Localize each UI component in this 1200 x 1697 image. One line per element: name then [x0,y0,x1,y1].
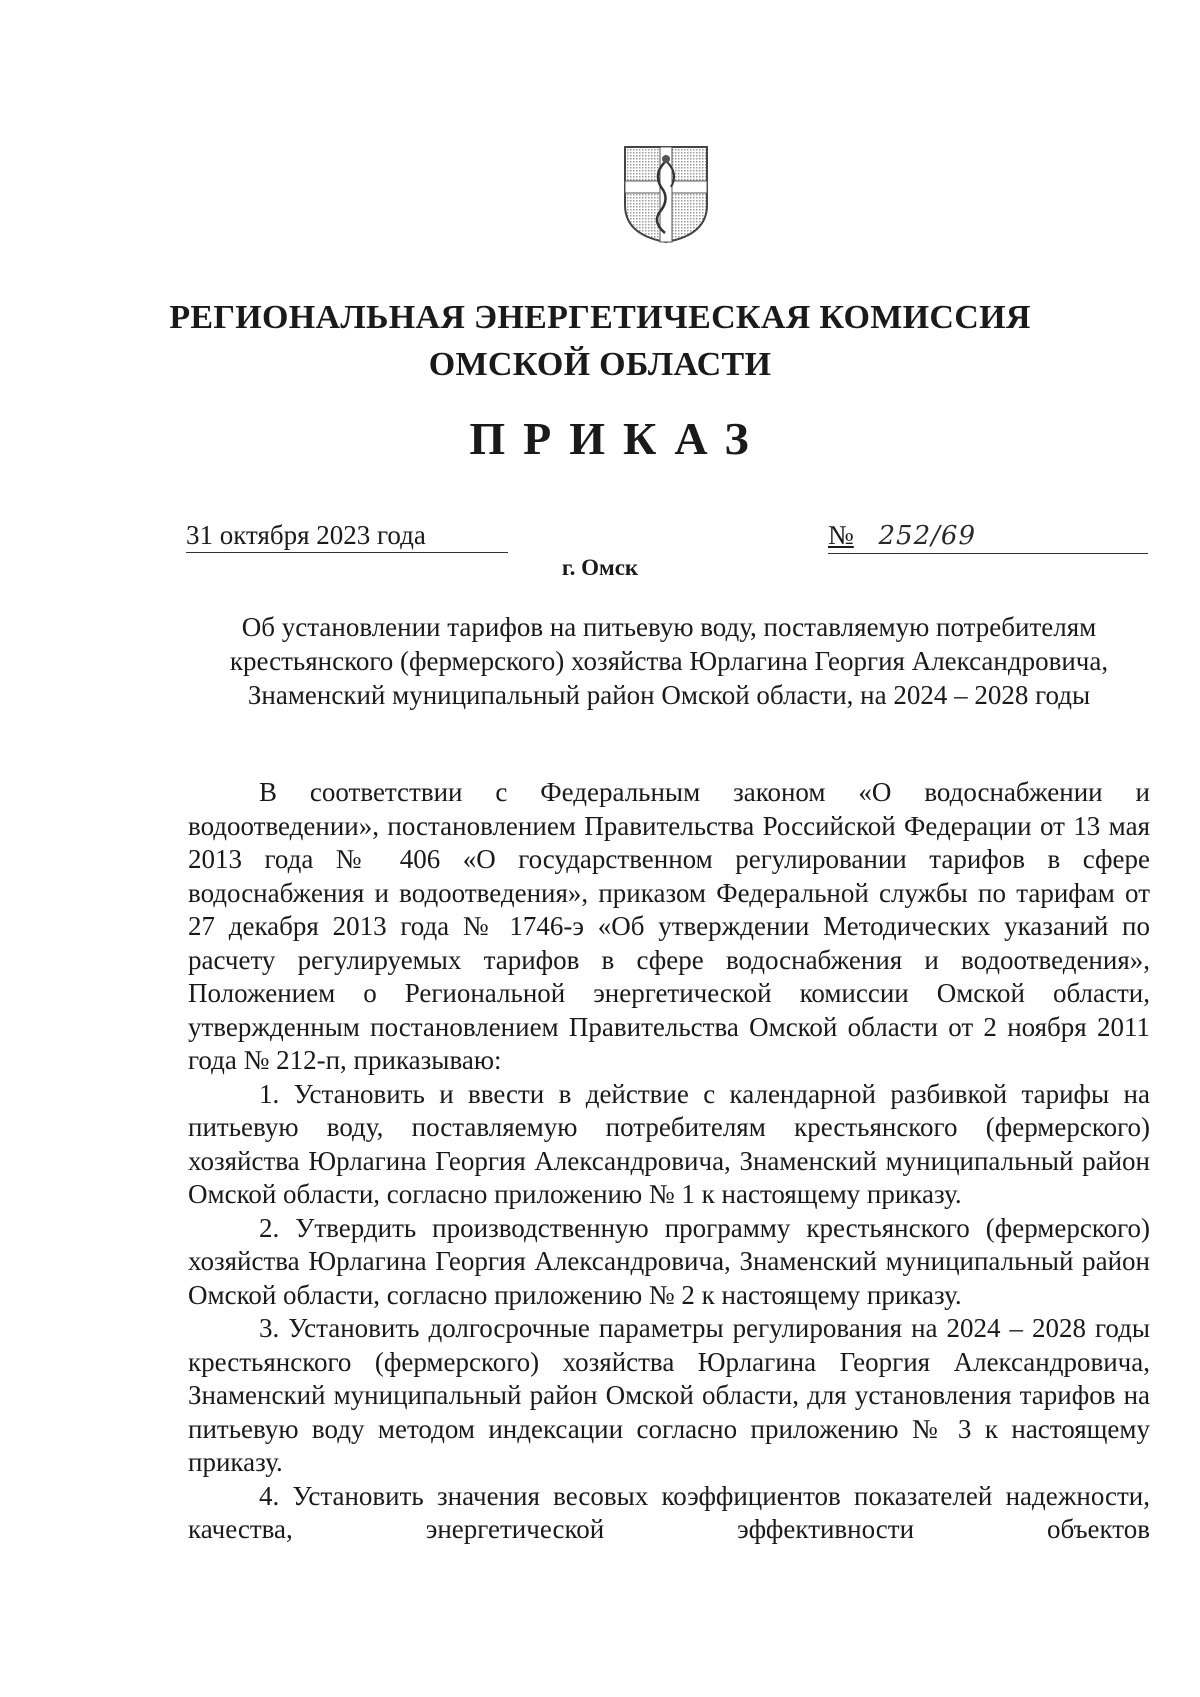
document-number-field [828,518,1148,554]
handwritten-number: 252/69 [878,521,976,551]
document-subject: Об установлении тарифов на питьевую воду, поставляемую потребителям крестьянского (фермерского) хозяйства Юрлагина Георгия Александровича, Знаменский муниципальный район Омской области, на 2024 – 2028 годы [229,612,1109,710]
number-label: № [828,520,854,550]
document-city: г. Омск [561,555,639,580]
order-item-1: 1. Установить и ввести в действие с календарной разбивкой тарифы на питьевую воду, поставляемую потребителям крестьянского (фермерского) хозяйства Юрлагина Георгия Александровича, Знаменский муниципальный район Омской области, согласно приложению № 1 к настоящему приказу. [188,1078,1150,1209]
org-title-line-2: ОМСКОЙ ОБЛАСТИ [428,346,772,383]
preamble-paragraph: В соответствии с Федеральным законом «О водоснабжении и водоотведении», постановлением Правительства Российской Федерации от 13 мая 2013 года № 406 «О государственном регулировании тарифов в сфере водоснабжения и водоотведения», приказом Федеральной службы по тарифам от 27 декабря 2013 года № 1746-э «Об утверждении Методических указаний по расчету регулируемых тарифов в сфере водоснабжения и водоотведения», Положением о Региональной энергетической комиссии Омской области, утвержденным постановлением Правительства Омской области от 2 ноября 2011 года № 212-п, приказываю: [188,777,1150,1075]
document-date: 31 октября 2023 года [186,518,508,553]
coat-of-arms-emblem [621,143,711,245]
document-type-heading: ПРИКАЗ [469,413,767,464]
order-item-2: 2. Утвердить производственную программу крестьянского (фермерского) хозяйства Юрлагина Георгия Александровича, Знаменский муниципальный район Омской области, согласно приложению № 2 к настоящему приказу. [188,1212,1150,1310]
organization-title [0,294,1200,388]
org-title-line-1: РЕГИОНАЛЬНАЯ ЭНЕРГЕТИЧЕСКАЯ КОМИССИЯ [169,299,1031,336]
order-item-3: 3. Установить долгосрочные параметры регулирования на 2024 – 2028 годы крестьянского (фермерского) хозяйства Юрлагина Георгия Александровича, Знаменский муниципальный район Омской области, для установления тарифов на питьевую воду методом индексации согласно приложению № 3 к настоящему приказу. [188,1313,1150,1477]
order-item-4: 4. Установить значения весовых коэффициентов показателей надежности, качества, энергетической эффективности объектов [188,1480,1150,1544]
document-body [188,776,1150,1547]
